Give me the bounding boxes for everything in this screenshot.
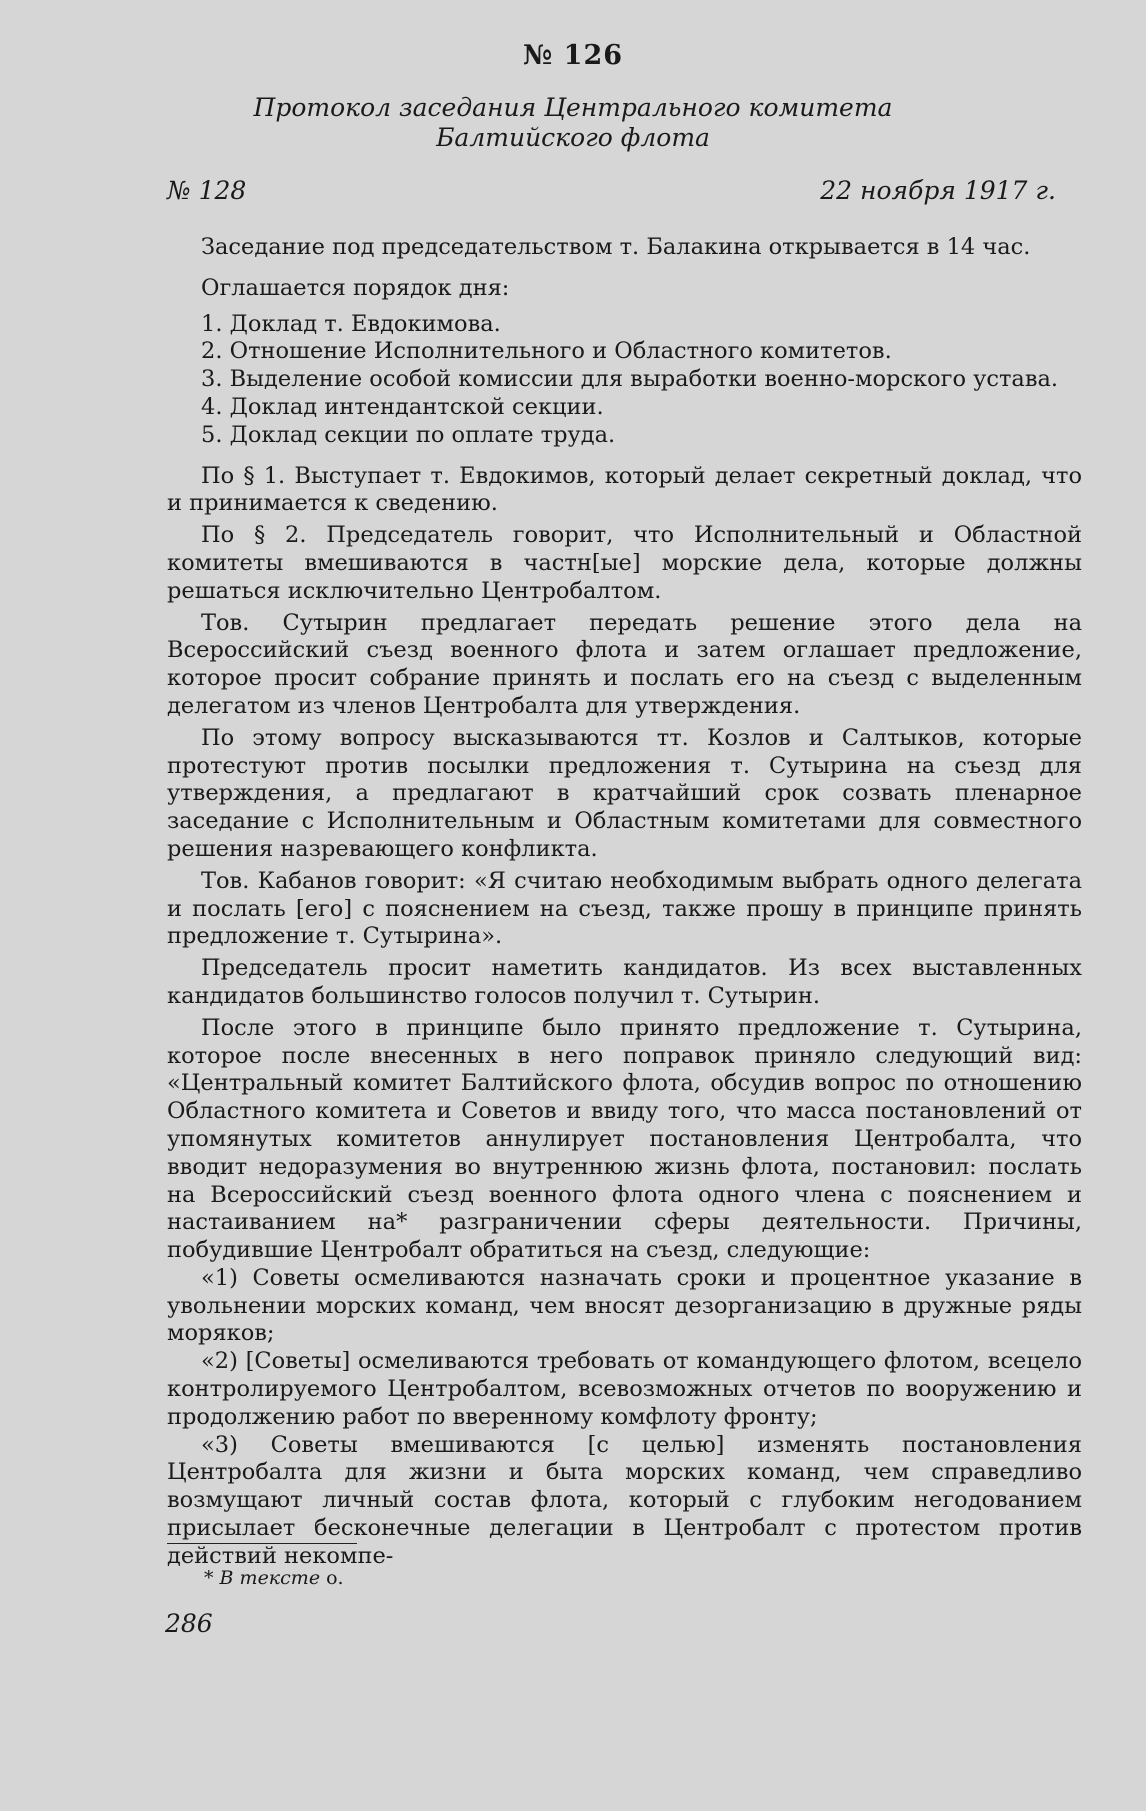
footnote-mark: * — [204, 1567, 214, 1589]
agenda-intro: Оглашается порядок дня: — [201, 274, 510, 301]
protocol-date: 22 ноября 1917 г. — [820, 176, 1056, 205]
agenda-item: 4. Доклад интендантской секции. — [201, 393, 604, 420]
footnote-divider — [167, 1543, 357, 1544]
agenda-item: 3. Выделение особой комиссии для выработки военно-морского устава. — [201, 366, 1059, 393]
footnote-italic-text: В тексте — [219, 1567, 321, 1589]
footnote — [204, 1567, 344, 1589]
agenda-item: 2. Отношение Исполнительного и Областного комитетов. — [201, 338, 892, 365]
paragraph: По § 2. Председатель говорит, что Исполнительный и Областной комитеты вмешиваются в частн[ые] морские дела, которые должны решаться исключительно Центробалтом. — [167, 522, 1082, 604]
paragraph: Тов. Сутырин предлагает передать решение этого дела на Всероссийский съезд военного флота и затем оглашает предложение, которое просит собрание принять и послать его на съезд с выделенным делегатом из членов Центробалта для утверждения. — [167, 609, 1082, 719]
title-line-2: Балтийского флота — [436, 123, 710, 152]
paragraph: «2) [Советы] осмеливаются требовать от командующего флотом, всецело контролируемого Центробалтом, всевозможных отчетов по вооружению и продолжению работ по вверенному комфлоту фронту; — [167, 1348, 1082, 1430]
paragraph: По § 1. Выступает т. Евдокимов, который делает секретный доклад, что и принимается к сведению. — [167, 462, 1082, 517]
title-line-1: Протокол заседания Центрального комитета — [253, 93, 893, 122]
body-text — [167, 234, 1082, 1571]
paragraph: «1) Советы осмеливаются назначать сроки и процентное указание в увольнении морских команд, чем вносят дезорганизацию в дружные ряды моряков; — [167, 1264, 1082, 1347]
paragraph: Тов. Кабанов говорит: «Я считаю необходимым выбрать одного делегата и послать [его] с пояснением на съезд, также прошу в принципе принять предложение т. Сутырина». — [167, 867, 1082, 950]
document-number: № 126 — [522, 40, 624, 71]
agenda-item: 1. Доклад т. Евдокимова. — [201, 310, 501, 337]
agenda-item: 5. Доклад секции по оплате труда. — [201, 421, 616, 448]
opening-paragraph: Заседание под председательством т. Балакина открывается в 14 час. — [201, 234, 1031, 260]
protocol-number: № 128 — [167, 176, 247, 205]
paragraph: По этому вопросу высказываются тт. Козлов и Салтыков, которые протестуют против посылки предложения т. Сутырина на съезд для утверждения, а предлагают в кратчайший срок созвать пленарное заседание с Исполнительным и Областным комитетами для совместного решения назревающего конфликта. — [167, 724, 1082, 862]
document-title — [0, 93, 1146, 153]
agenda-list — [167, 311, 1082, 450]
page-number: 286 — [165, 1609, 213, 1638]
paragraph: После этого в принципе было принято предложение т. Сутырина, которое после внесенных в него поправок приняло следующий вид: «Центральный комитет Балтийского флота, обсудив вопрос по отношению Областного комитета и Советов и ввиду того, что масса постановлений от упомянутых комитетов аннулирует постановления Центробалта, что вводит недоразумения во внутреннюю жизнь флота, постановил: послать на Всероссийский съезд военного флота одного члена с пояснением и настаиванием на* разграничении сферы деятельности. Причины, побудившие Центробалт обратиться на съезд, следующие: — [167, 1014, 1082, 1264]
paragraph: «3) Советы вмешиваются [с целью] изменять постановления Центробалта для жизни и быта морских команд, чем справедливо возмущают личный состав флота, который с глубоким негодованием присылает бесконечные делегации в Центробалт с протестом против действий некомпе- — [167, 1431, 1082, 1569]
paragraph: Председатель просит наметить кандидатов. Из всех выставленных кандидатов большинство голосов получил т. Сутырин. — [167, 955, 1082, 1009]
footnote-plain-text: о. — [326, 1567, 344, 1589]
